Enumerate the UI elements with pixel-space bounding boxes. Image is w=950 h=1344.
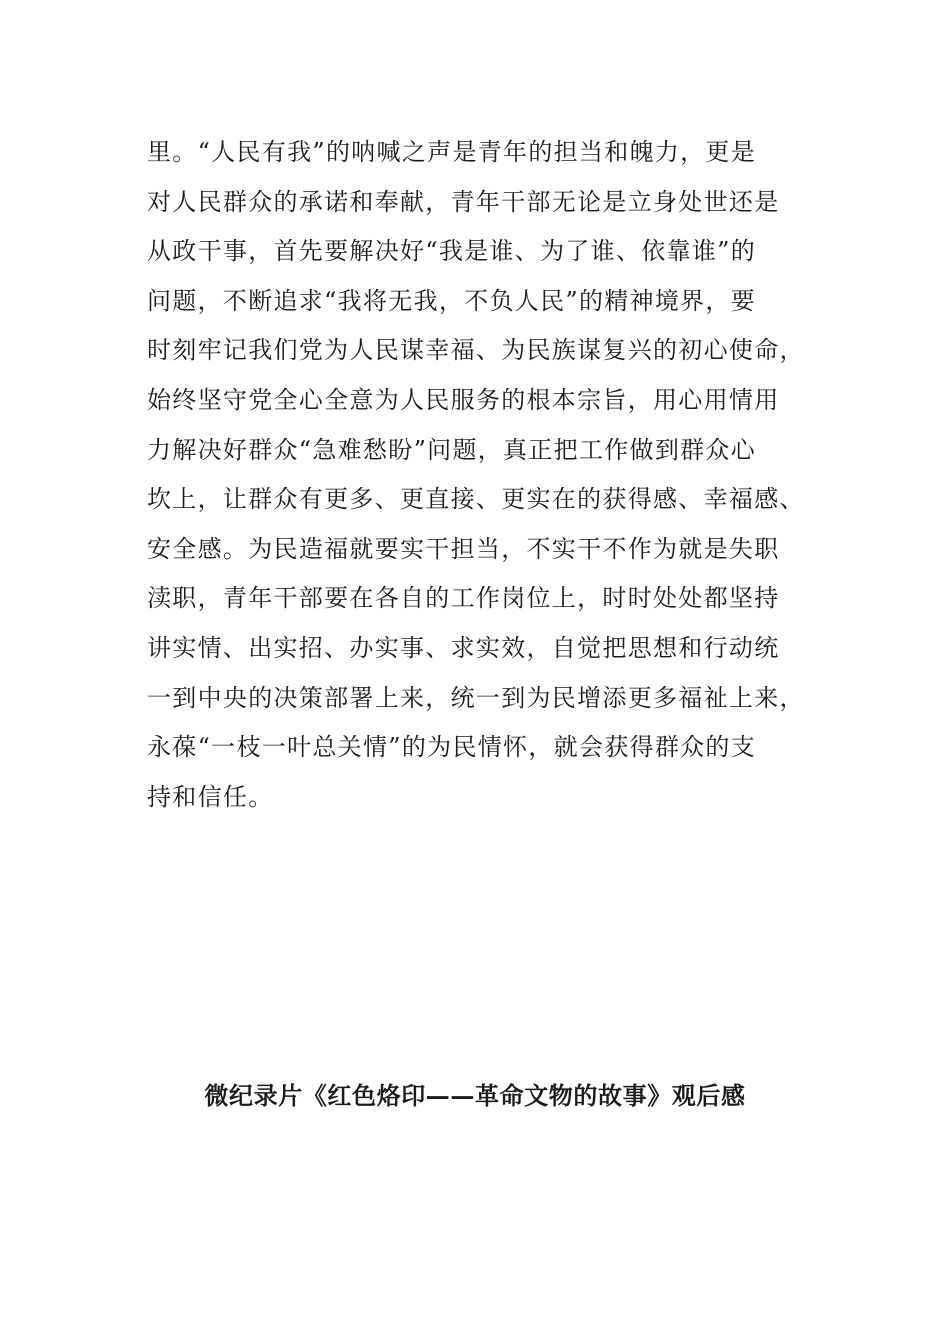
body-paragraph [147,128,827,822]
paragraph-line: 坎上，让群众有更多、更直接、更实在的获得感、幸福感、 [147,485,805,514]
paragraph-line: 力解决好群众“急难愁盼”问题，真正把工作做到群众心 [147,435,757,464]
section-title: 微纪录片《红色烙印——革命文物的故事》观后感 [204,1081,746,1110]
paragraph-line: 安全感。为民造福就要实干担当，不实干不作为就是失职 [147,534,780,563]
paragraph-line: 里。“人民有我”的呐喊之声是青年的担当和魄力，更是 [147,138,757,166]
paragraph-line: 时刻牢记我们党为人民谋幸福、为民族谋复兴的初心使命， [147,336,805,365]
paragraph-line: 始终坚守党全心全意为人民服务的根本宗旨，用心用情用 [147,385,780,414]
paragraph-line: 对人民群众的承诺和奉献，青年干部无论是立身处世还是 [147,187,780,216]
paragraph-line: 持和信任。 [147,782,274,811]
paragraph-line: 讲实情、出实招、办实事、求实效，自觉把思想和行动统 [147,633,780,662]
paragraph-line: 问题，不断追求“我将无我，不负人民”的精神境界，要 [147,286,757,315]
paragraph-line: 一到中央的决策部署上来，统一到为民增添更多福祉上来， [147,683,805,712]
paragraph-line: 从政干事，首先要解决好“我是谁、为了谁、依靠谁”的 [147,237,757,266]
paragraph-line: 永葆“一枝一叶总关情”的为民情怀，就会获得群众的支 [147,733,757,762]
paragraph-line: 渎职，青年干部要在各自的工作岗位上，时时处处都坚持 [147,584,780,613]
